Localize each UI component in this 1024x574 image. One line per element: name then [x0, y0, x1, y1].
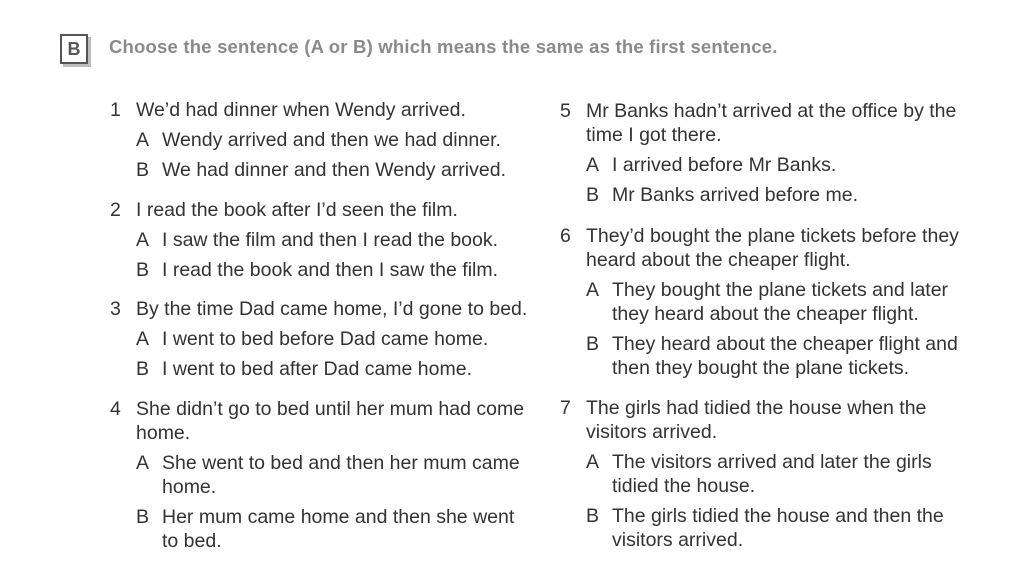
question-6	[560, 224, 970, 380]
option-text: Wendy arrived and then we had dinner.	[162, 129, 501, 151]
question-number: 2	[110, 199, 121, 221]
option-b[interactable]	[560, 332, 970, 380]
option-a[interactable]	[560, 278, 970, 326]
option-text: I went to bed before Dad came home.	[162, 328, 489, 350]
option-letter: A	[586, 451, 600, 473]
option-letter: B	[136, 358, 150, 380]
option-b[interactable]	[110, 357, 540, 381]
question-text: Mr Banks hadn’t arrived at the office by the time I got there.	[586, 100, 957, 146]
option-text: They heard about the cheaper flight and then they bought the plane tickets.	[612, 333, 958, 379]
option-letter: B	[136, 259, 150, 281]
question-2	[110, 198, 520, 282]
option-letter: B	[136, 506, 150, 528]
option-text: I saw the film and then I read the book.	[162, 229, 499, 251]
option-text: Mr Banks arrived before me.	[612, 184, 859, 206]
question-1	[110, 98, 520, 182]
option-text: I arrived before Mr Banks.	[612, 154, 837, 176]
question-text: The girls had tidied the house when the visitors arrived.	[586, 397, 927, 443]
option-letter: A	[136, 129, 150, 151]
question-number: 6	[560, 225, 571, 247]
option-a[interactable]	[110, 128, 520, 152]
option-text: She went to bed and then her mum came home.	[162, 452, 520, 498]
option-b[interactable]	[560, 504, 960, 552]
option-text: I went to bed after Dad came home.	[162, 358, 473, 380]
option-a[interactable]	[560, 450, 960, 498]
question-number: 5	[560, 100, 571, 122]
option-a[interactable]	[110, 228, 520, 252]
question-text: I read the book after I’d seen the film.	[136, 199, 458, 221]
option-letter: B	[586, 184, 600, 206]
option-b[interactable]	[560, 183, 965, 207]
option-text: We had dinner and then Wendy arrived.	[162, 159, 506, 181]
question-text: She didn’t go to bed until her mum had come home.	[136, 398, 525, 444]
option-b[interactable]	[110, 258, 520, 282]
option-b[interactable]	[110, 505, 530, 553]
option-letter: A	[136, 328, 150, 350]
option-letter: A	[586, 154, 600, 176]
question-number: 4	[110, 398, 121, 420]
option-letter: B	[586, 333, 600, 355]
option-letter: B	[136, 159, 150, 181]
option-a[interactable]	[560, 153, 965, 177]
question-number: 7	[560, 397, 571, 419]
option-letter: A	[136, 452, 150, 474]
question-text: They’d bought the plane tickets before they heard about the cheaper flight.	[586, 225, 959, 271]
question-4	[110, 397, 530, 553]
option-a[interactable]	[110, 327, 540, 351]
question-7	[560, 396, 960, 552]
option-text: The visitors arrived and later the girls tidied the house.	[612, 451, 932, 497]
question-5	[560, 99, 965, 207]
option-text: The girls tidied the house and then the visitors arrived.	[612, 505, 944, 551]
exercise-badge: B	[60, 34, 88, 64]
option-text: They bought the plane tickets and later they heard about the cheaper flight.	[612, 279, 949, 325]
option-letter: A	[136, 229, 150, 251]
instruction-text: Choose the sentence (A or B) which means the same as the first sentence.	[109, 36, 778, 57]
question-3	[110, 297, 540, 381]
question-text: By the time Dad came home, I’d gone to bed.	[136, 298, 528, 320]
question-number: 1	[110, 99, 121, 121]
option-letter: A	[586, 279, 600, 301]
option-a[interactable]	[110, 451, 530, 499]
option-b[interactable]	[110, 158, 520, 182]
option-text: I read the book and then I saw the film.	[162, 259, 499, 281]
option-letter: B	[586, 505, 600, 527]
question-text: We’d had dinner when Wendy arrived.	[136, 99, 466, 121]
question-number: 3	[110, 298, 121, 320]
option-text: Her mum came home and then she went to bed.	[162, 506, 515, 552]
